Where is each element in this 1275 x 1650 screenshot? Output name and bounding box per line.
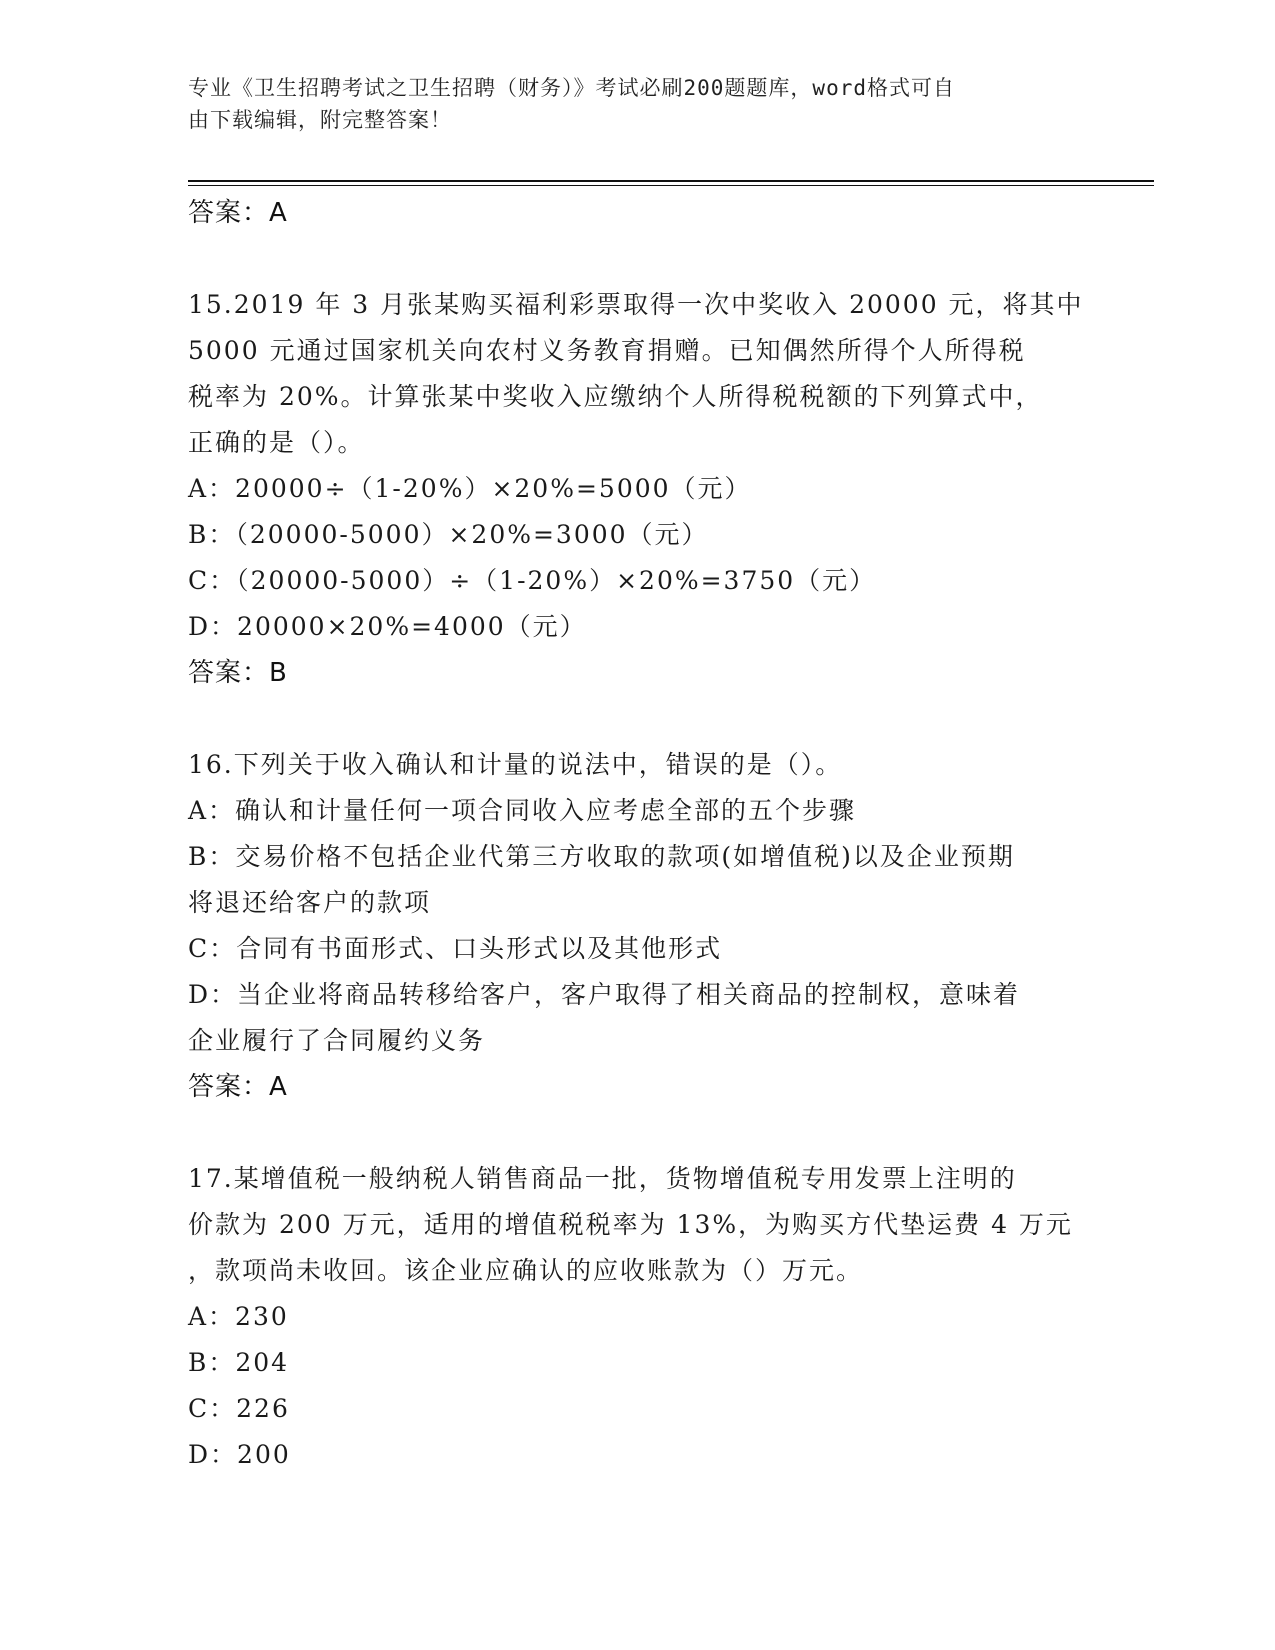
header-divider-thin: [188, 185, 1154, 186]
answer-16: 答案：A: [188, 1072, 288, 1102]
question-16-option-a: A：确认和计量任何一项合同收入应考虑全部的五个步骤: [188, 796, 857, 825]
answer-15: 答案：B: [188, 658, 288, 688]
spacer: [188, 696, 1088, 742]
question-17: [188, 1156, 1088, 1478]
question-16-line-1: 16.下列关于收入确认和计量的说法中，错误的是（）。: [188, 750, 843, 779]
question-15-line-4: 正确的是（）。: [188, 428, 365, 457]
question-15-option-d: D：20000×20%=4000（元）: [188, 612, 587, 641]
question-15-line-1: 15.2019 年 3 月张某购买福利彩票取得一次中奖收入 20000 元，将其中: [188, 290, 1084, 319]
question-16-option-d: D：当企业将商品转移给客户，客户取得了相关商品的控制权，意味着: [188, 980, 1021, 1009]
question-15: [188, 282, 1088, 696]
header-divider-thick: [188, 180, 1154, 182]
question-15-line-3: 税率为 20%。计算张某中奖收入应缴纳个人所得税税额的下列算式中，: [188, 382, 1043, 411]
question-15-option-b: B：（20000-5000）×20%=3000（元）: [188, 520, 709, 549]
document-body: [188, 190, 1088, 1478]
question-16-option-c: C：合同有书面形式、口头形式以及其他形式: [188, 934, 723, 963]
question-16: [188, 742, 1088, 1110]
question-16-option-b: B：交易价格不包括企业代第三方收取的款项(如增值税)以及企业预期: [188, 842, 1015, 871]
question-16-option-b-cont: 将退还给客户的款项: [188, 888, 432, 917]
question-15-line-2: 5000 元通过国家机关向农村义务教育捐赠。已知偶然所得个人所得税: [188, 336, 1026, 365]
question-17-option-b: B：204: [188, 1348, 290, 1377]
answer-14: 答案：A: [188, 198, 288, 228]
question-16-option-d-cont: 企业履行了合同履约义务: [188, 1026, 486, 1055]
question-15-option-c: C：（20000-5000）÷（1-20%）×20%=3750（元）: [188, 566, 877, 595]
question-17-option-d: D：200: [188, 1440, 291, 1469]
document-header: [188, 72, 1068, 136]
header-line-2: 由下载编辑，附完整答案！: [188, 108, 452, 132]
question-15-option-a: A：20000÷（1-20%）×20%=5000（元）: [188, 474, 752, 503]
spacer: [188, 1110, 1088, 1156]
header-line-1: 专业《卫生招聘考试之卫生招聘（财务）》考试必刷200题题库，word格式可自: [188, 76, 955, 100]
question-17-line-2: 价款为 200 万元，适用的增值税税率为 13%，为购买方代垫运费 4 万元: [188, 1210, 1073, 1239]
question-17-line-1: 17.某增值税一般纳税人销售商品一批，货物增值税专用发票上注明的: [188, 1164, 1017, 1193]
question-17-line-3: ，款项尚未收回。该企业应确认的应收账款为（）万元。: [188, 1256, 864, 1285]
question-17-option-a: A：230: [188, 1302, 289, 1331]
spacer: [188, 236, 1088, 282]
question-17-option-c: C：226: [188, 1394, 290, 1423]
